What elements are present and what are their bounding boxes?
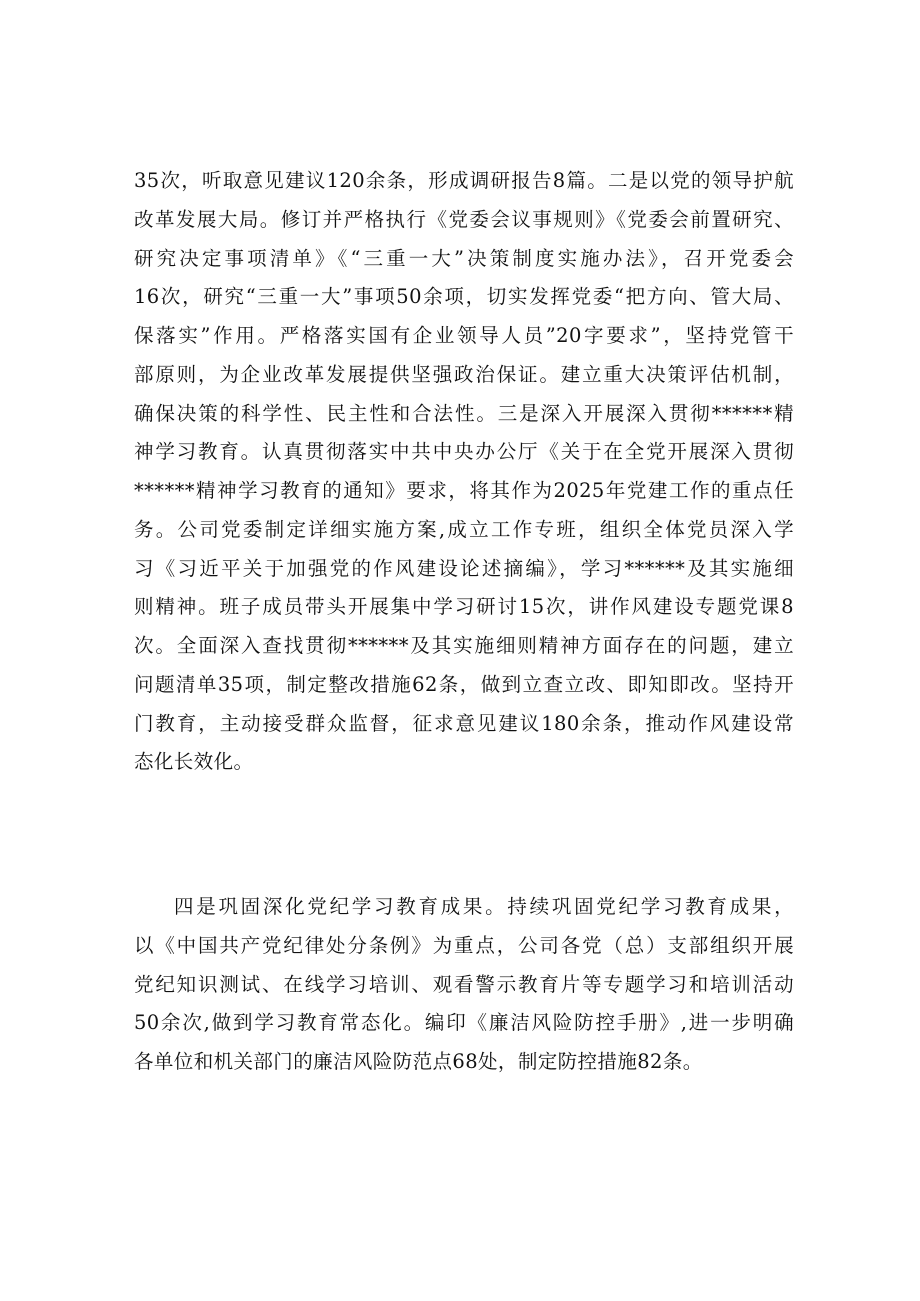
text-line: 16次，研究“三重一大”事项50余项，切实发挥党委“把方向、管大局、 (134, 285, 794, 309)
text-line: 态化长效化。 (134, 750, 254, 774)
text-line: 研究决定事项清单》《“三重一大”决策制度实施办法》，召开党委会 (134, 246, 794, 270)
paragraph-1 (134, 162, 794, 782)
text-line: 确保决策的科学性、民主性和合法性。三是深入开展深入贯彻******精 (134, 401, 794, 425)
text-line: 部原则，为企业改革发展提供坚强政治保证。建立重大决策评估机制， (134, 362, 794, 386)
text-line: 问题清单35项，制定整改措施62条，做到立查立改、即知即改。坚持开 (134, 672, 794, 696)
text-line: 习《习近平关于加强党的作风建设论述摘编》，学习******及其实施细 (134, 556, 794, 580)
text-line: 神学习教育。认真贯彻落实中共中央办公厅《关于在全党开展深入贯彻 (134, 440, 794, 464)
text-line: 门教育，主动接受群众监督，征求意见建议180余条，推动作风建设常 (134, 711, 794, 735)
text-line: 各单位和机关部门的廉洁风险防范点68处，制定防控措施82条。 (134, 1050, 703, 1073)
text-line: 次。全面深入查找贯彻******及其实施细则精神方面存在的问题，建立 (134, 634, 794, 657)
text-line: 35次，听取意见建议120余条，形成调研报告8篇。二是以党的领导护航 (134, 169, 794, 192)
paragraph-2 (134, 888, 794, 1082)
text-line: 务。公司党委制定详细实施方案,成立工作专班，组织全体党员深入学 (134, 517, 794, 541)
text-line: 四是巩固深化党纪学习教育成果。持续巩固党纪学习教育成果， (174, 895, 794, 918)
text-line: 改革发展大局。修订并严格执行《党委会议事规则》《党委会前置研究、 (134, 207, 794, 231)
text-line: 保落实”作用。严格落实国有企业领导人员”20字要求”，坚持党管干 (134, 324, 794, 347)
text-line: 以《中国共产党纪律处分条例》为重点，公司各党（总）支部组织开展 (134, 933, 794, 957)
text-line: 党纪知识测试、在线学习培训、观看警示教育片等专题学习和培训活动 (134, 972, 794, 996)
text-line: 50余次,做到学习教育常态化。编印《廉洁风险防控手册》,进一步明确 (134, 1011, 794, 1035)
text-line: ******精神学习教育的通知》要求，将其作为2025年党建工作的重点任 (134, 479, 794, 502)
text-line: 则精神。班子成员带头开展集中学习研讨15次，讲作风建设专题党课8 (134, 595, 794, 619)
